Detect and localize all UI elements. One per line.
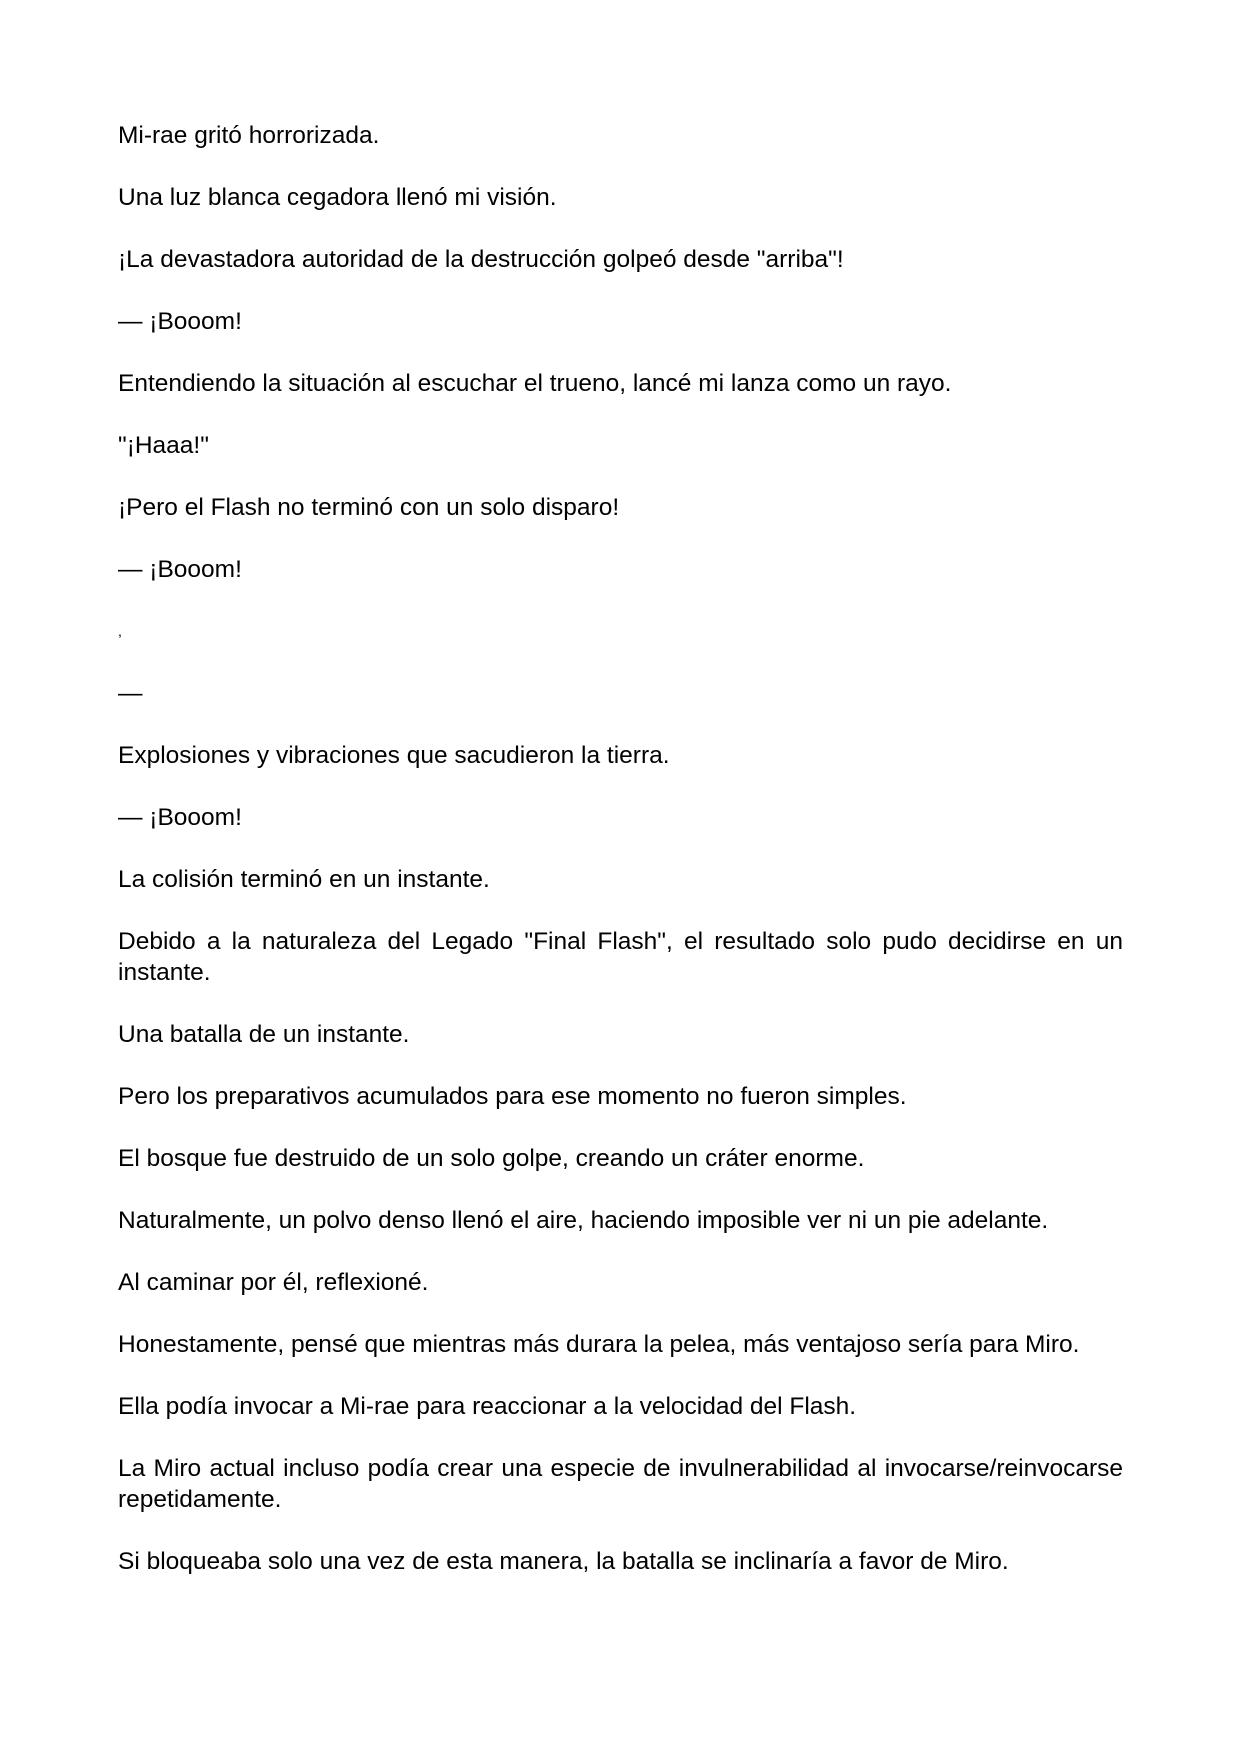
paragraph: Ella podía invocar a Mi-rae para reaccionar a la velocidad del Flash. bbox=[118, 1393, 857, 1420]
paragraph: — ¡Booom! bbox=[118, 804, 242, 831]
paragraph: Mi-rae gritó horrorizada. bbox=[118, 122, 380, 149]
paragraph: Debido a la naturaleza del Legado "Final Flash", el resultado solo pudo decidirse en un instante. bbox=[118, 928, 1123, 986]
paragraph: — bbox=[118, 680, 143, 707]
body-text bbox=[118, 120, 1123, 1608]
paragraph: El bosque fue destruido de un solo golpe, creando un cráter enorme. bbox=[118, 1145, 865, 1172]
paragraph: ¡La devastadora autoridad de la destrucción golpeó desde "arriba"! bbox=[118, 246, 844, 273]
paragraph: La Miro actual incluso podía crear una especie de invulnerabilidad al invocarse/reinvocarse repetidamente. bbox=[118, 1455, 1123, 1513]
paragraph: Pero los preparativos acumulados para ese momento no fueron simples. bbox=[118, 1083, 907, 1110]
paragraph: La colisión terminó en un instante. bbox=[118, 866, 490, 893]
paragraph: ¡Pero el Flash no terminó con un solo disparo! bbox=[118, 494, 620, 521]
paragraph: Una batalla de un instante. bbox=[118, 1021, 410, 1048]
paragraph: Naturalmente, un polvo denso llenó el aire, haciendo imposible ver ni un pie adelante. bbox=[118, 1207, 1049, 1234]
paragraph: , bbox=[118, 623, 122, 639]
paragraph: Entendiendo la situación al escuchar el trueno, lancé mi lanza como un rayo. bbox=[118, 370, 952, 397]
paragraph: — ¡Booom! bbox=[118, 556, 242, 583]
paragraph: Explosiones y vibraciones que sacudieron la tierra. bbox=[118, 742, 670, 769]
paragraph: Al caminar por él, reflexioné. bbox=[118, 1269, 429, 1296]
paragraph: — ¡Booom! bbox=[118, 308, 242, 335]
paragraph: Una luz blanca cegadora llenó mi visión. bbox=[118, 184, 557, 211]
paragraph: Si bloqueaba solo una vez de esta manera, la batalla se inclinaría a favor de Miro. bbox=[118, 1548, 1009, 1575]
paragraph: "¡Haaa!" bbox=[118, 432, 209, 459]
paragraph: Honestamente, pensé que mientras más durara la pelea, más ventajoso sería para Miro. bbox=[118, 1331, 1080, 1358]
